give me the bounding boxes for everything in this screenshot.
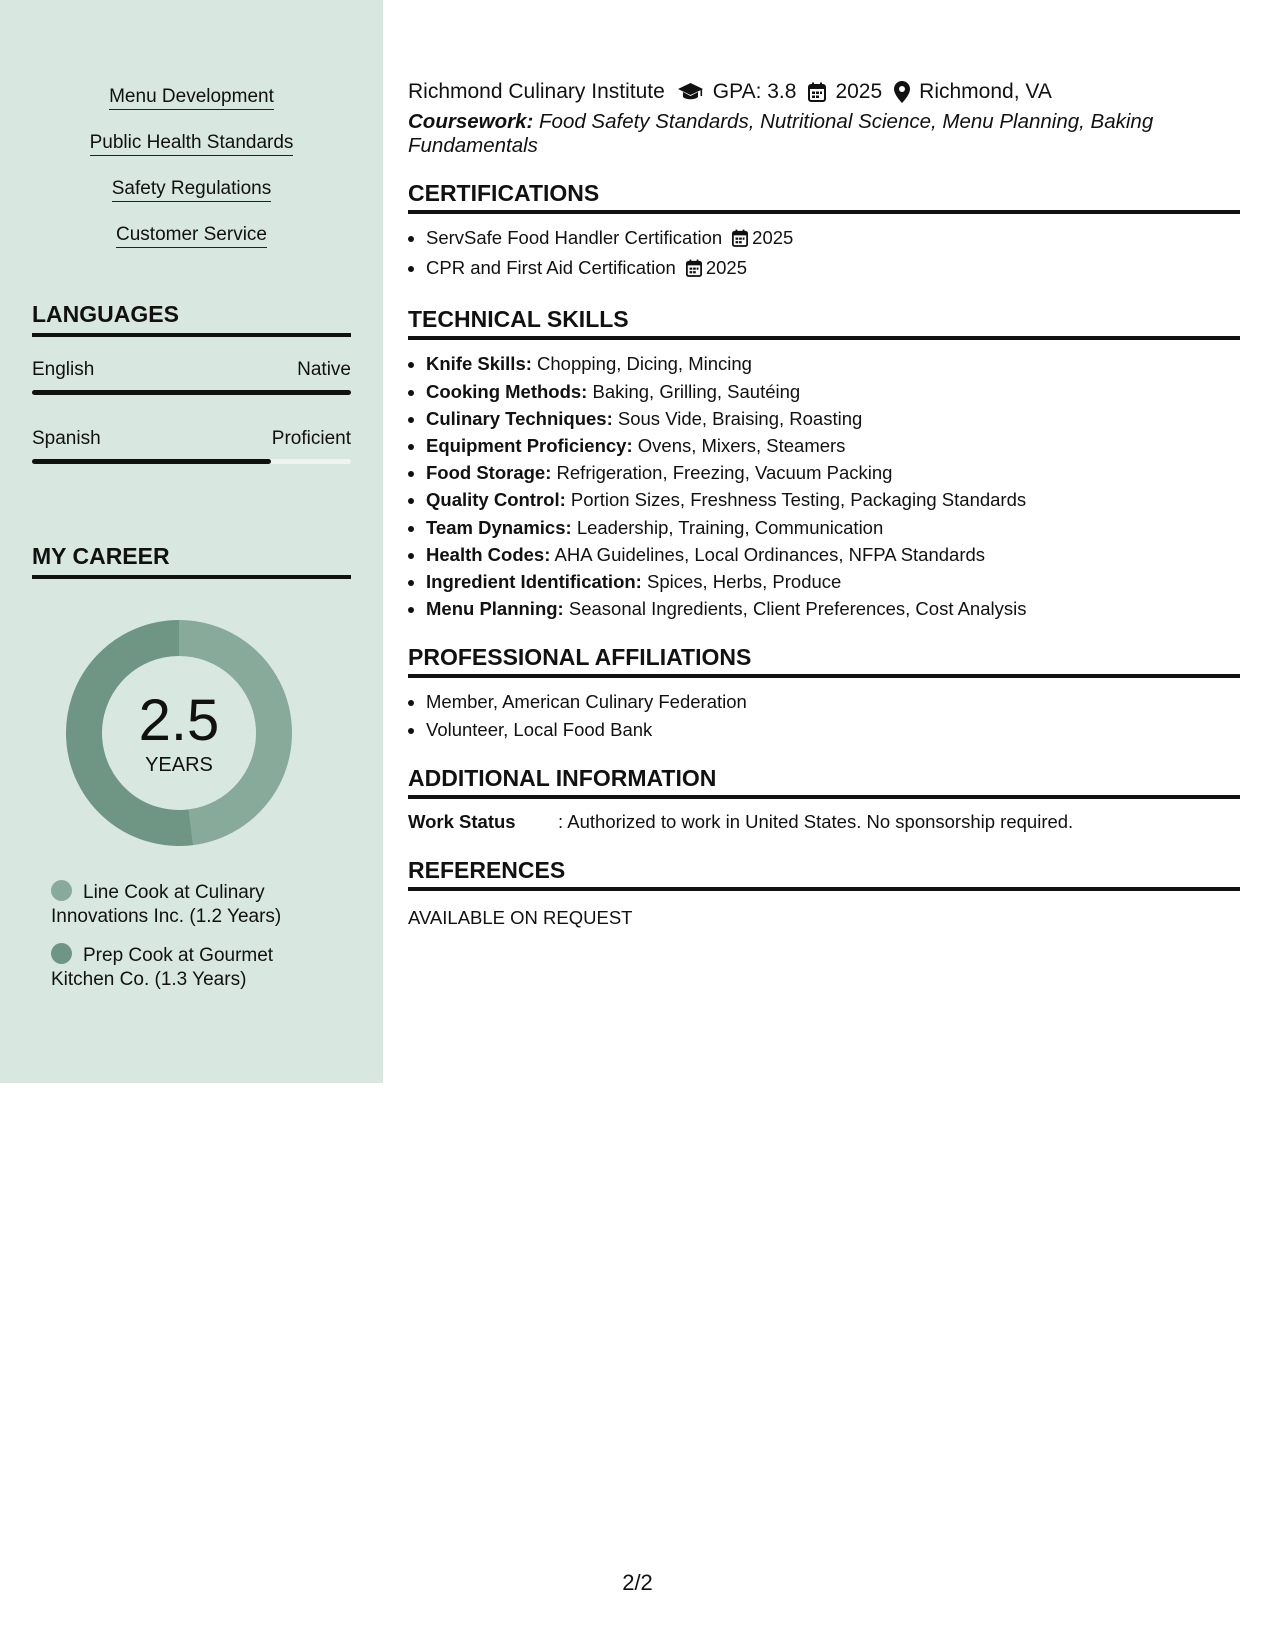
skill-label: Food Storage: — [426, 462, 552, 484]
skill-value: Ovens, Mixers, Steamers — [637, 435, 846, 457]
calendar-icon — [732, 227, 748, 254]
skill-tag: Public Health Standards — [90, 132, 294, 156]
page-number: 2/2 — [622, 1570, 653, 1595]
legend-dot — [51, 943, 72, 964]
language-proficiency-fill — [32, 459, 271, 464]
skill-value: Chopping, Dicing, Mincing — [537, 353, 752, 375]
certification-year: 2025 — [752, 227, 794, 248]
skill-item — [426, 486, 1240, 513]
skill-item — [426, 350, 1240, 377]
career-heading: MY CAREER — [32, 543, 351, 579]
references-section — [408, 857, 1240, 931]
languages-heading: LANGUAGES — [32, 301, 351, 337]
skill-item — [426, 459, 1240, 486]
education-line — [408, 78, 1240, 106]
skill-value: Seasonal Ingredients, Client Preferences, Cost Analysis — [568, 598, 1027, 620]
skill-label: Cooking Methods: — [426, 380, 588, 402]
skill-item — [426, 378, 1240, 405]
legend-dot — [51, 880, 72, 901]
section-title: PROFESSIONAL AFFILIATIONS — [408, 644, 1240, 678]
skill-label: Team Dynamics: — [426, 516, 572, 538]
skill-item — [426, 595, 1240, 622]
language-proficiency-fill — [32, 390, 351, 395]
calendar-icon — [686, 257, 702, 284]
location: Richmond, VA — [919, 80, 1052, 103]
skill-tag: Customer Service — [116, 224, 267, 248]
skill-label: Ingredient Identification: — [426, 571, 642, 593]
skill-value: Baking, Grilling, Sautéing — [592, 380, 801, 402]
work-status — [408, 809, 1240, 835]
language-level: Native — [297, 359, 351, 380]
affiliation-item: • Volunteer, Local Food Bank — [426, 716, 1240, 743]
skill-value: Portion Sizes, Freshness Testing, Packaging Standards — [570, 489, 1027, 511]
section-title: CERTIFICATIONS — [408, 180, 1240, 214]
references-text: AVAILABLE ON REQUEST — [408, 906, 633, 928]
main-content — [408, 78, 1240, 931]
career-donut-chart — [66, 620, 292, 846]
career-legend-item — [51, 880, 311, 929]
language-spanish — [32, 428, 351, 464]
work-status-value: : Authorized to work in United States. No sponsorship required. — [558, 810, 1074, 832]
career-total-unit: YEARS — [145, 754, 213, 776]
skill-item — [426, 405, 1240, 432]
coursework-label: Coursework: — [408, 110, 534, 133]
work-status-label: Work Status — [408, 810, 516, 832]
skill-item — [426, 432, 1240, 459]
gpa: GPA: 3.8 — [712, 80, 797, 103]
coursework-list: Food Safety Standards, Nutritional Science, Menu Planning, Baking Fundamentals — [408, 110, 1154, 157]
skill-value: Leadership, Training, Communication — [576, 516, 884, 538]
language-name: Spanish — [32, 428, 101, 449]
career-legend-label: Line Cook at Culinary Innovations Inc. (1.2 Years) — [51, 882, 282, 927]
school-name: Richmond Culinary Institute — [408, 80, 665, 103]
graduation-cap-icon — [677, 82, 704, 102]
location-pin-icon — [894, 81, 910, 103]
section-title: TECHNICAL SKILLS — [408, 306, 1240, 340]
skill-label: Quality Control: — [426, 489, 566, 511]
skill-label: Health Codes: — [426, 543, 551, 565]
section-title: REFERENCES — [408, 857, 1240, 891]
skill-item — [426, 568, 1240, 595]
language-english — [32, 359, 351, 395]
career-legend — [51, 880, 311, 1006]
skill-value: Spices, Herbs, Produce — [646, 571, 842, 593]
affiliations-section — [408, 644, 1240, 742]
certification-name: CPR and First Aid Certification — [426, 257, 676, 279]
skill-item — [426, 514, 1240, 541]
career-legend-item — [51, 943, 311, 992]
career-legend-label: Prep Cook at Gourmet Kitchen Co. (1.3 Years) — [51, 945, 274, 990]
certification-year: 2025 — [705, 257, 747, 279]
skill-value: Sous Vide, Braising, Roasting — [617, 407, 863, 429]
skill-label: Knife Skills: — [426, 353, 532, 375]
skill-label: Equipment Proficiency: — [426, 435, 633, 457]
sidebar — [0, 0, 383, 1083]
language-name: English — [32, 359, 95, 380]
skill-tag: Menu Development — [109, 86, 274, 110]
skill-label: Menu Planning: — [426, 598, 564, 620]
affiliation-item: • Member, American Culinary Federation — [426, 688, 1240, 715]
certification-item — [426, 224, 1240, 254]
skill-label: Culinary Techniques: — [426, 407, 613, 429]
skill-tag: Safety Regulations — [112, 178, 272, 202]
language-level: Proficient — [271, 428, 351, 449]
section-title: ADDITIONAL INFORMATION — [408, 765, 1240, 799]
certifications-section — [408, 180, 1240, 284]
calendar-icon — [808, 82, 826, 102]
skill-value: AHA Guidelines, Local Ordinances, NFPA Standards — [554, 543, 986, 565]
additional-info-section — [408, 765, 1240, 835]
certification-name: ServSafe Food Handler Certification — [426, 227, 723, 248]
coursework — [408, 110, 1240, 158]
career-total-value: 2.5 — [138, 688, 220, 753]
certification-item — [426, 254, 1240, 284]
skill-item — [426, 541, 1240, 568]
graduation-year: 2025 — [835, 80, 883, 103]
technical-skills-section — [408, 306, 1240, 622]
language-proficiency-bar — [32, 390, 351, 395]
skills-list — [0, 86, 383, 270]
language-proficiency-bar — [32, 459, 351, 464]
skill-value: Refrigeration, Freezing, Vacuum Packing — [556, 462, 893, 484]
